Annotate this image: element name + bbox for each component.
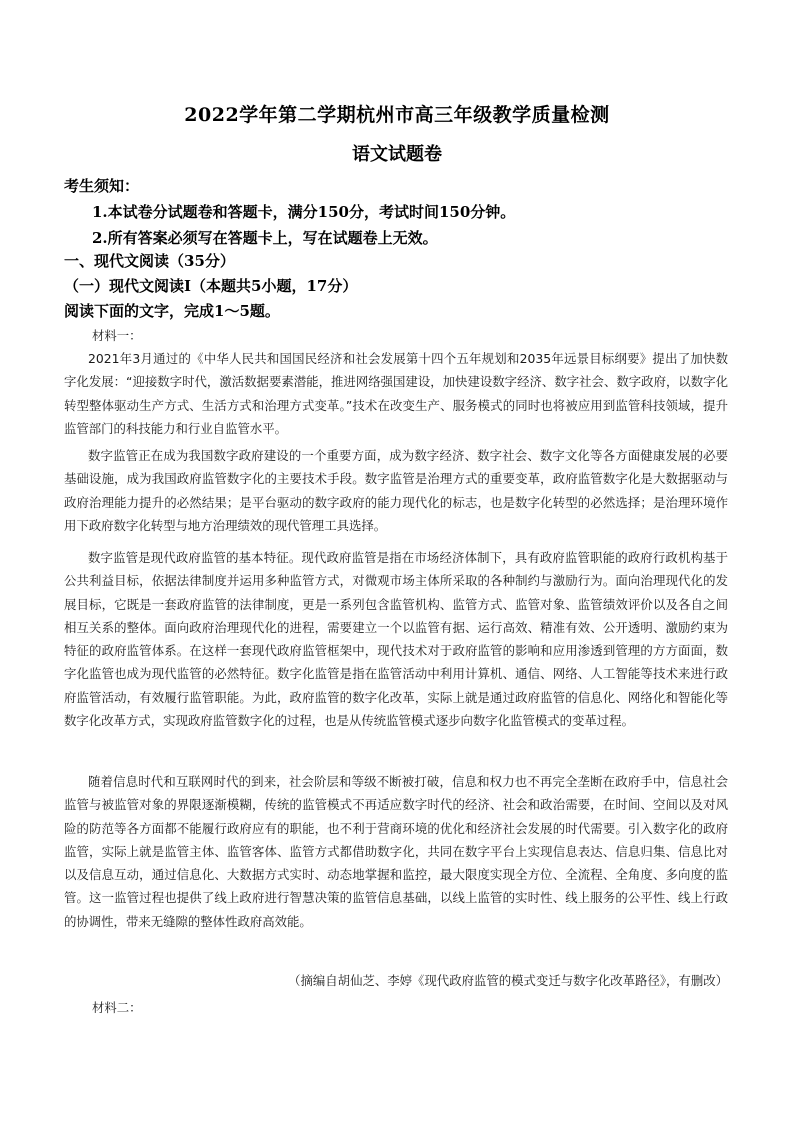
- section-title: 一、现代文阅读（35分）: [64, 252, 235, 270]
- page-title: 2022学年第二学期杭州市高三年级教学质量检测: [184, 104, 610, 126]
- notice-item: 2.所有答案必须写在答题卡上，写在试题卷上无效。: [92, 229, 438, 247]
- material-1-label: 材料一：: [92, 328, 142, 343]
- subsection-title: （一）现代文阅读Ⅰ（本题共5小题，17分）: [64, 277, 358, 295]
- notice-item: 1.本试卷分试题卷和答题卡，满分150分，考试时间150分钟。: [92, 203, 516, 221]
- material-2-label: 材料二：: [92, 1000, 142, 1015]
- material-1-paragraph: 数字监管正在成为我国数字政府建设的一个重要方面，成为数字经济、数字社会、数字文化等各方面健康发展的必要基础设施，成为我国政府监管数字化的主要技术手段。数字监管是治理方式的重要变革，政府监管数字化是大数据驱动与政府治理能力提升的必然结果；是平台驱动的数字政府的能力现代化的标志，也是数字化转型的必然选择；是治理环境作用下政府数字化转型与地方治理绩效的现代管理工具选择。: [64, 448, 728, 533]
- material-1-paragraph: 随着信息时代和互联网时代的到来，社会阶层和等级不断被打破，信息和权力也不再完全垄断在政府手中，信息社会监管与被监管对象的界限逐渐模糊，传统的监管模式不再适应数字时代的经济、社会和政治需要，在时间、空间以及对风险的防范等各方面都不能履行政府应有的职能，也不利于营商环境的优化和经济社会发展的时代需要。引入数字化的政府监管，实际上就是监管主体、监管客体、监管方式都借助数字化，共同在数字平台上实现信息表达、信息归集、信息比对以及信息互动，通过信息化、大数据方式实时、动态地掌握和监控，最大限度实现全方位、全流程、全角度、多向度的监管。这一监管过程也提供了线上政府进行智慧决策的监管信息基础，以线上监管的实时性、线上服务的公平性、线上行政的协调性，带来无缝隙的整体性政府高效能。: [64, 774, 728, 929]
- page-subtitle: 语文试题卷: [352, 144, 442, 165]
- notice-heading: 考生须知：: [64, 177, 140, 195]
- material-1-paragraph: 2021年3月通过的《中华人民共和国国民经济和社会发展第十四个五年规划和2035年远景目标纲要》提出了加快数字化发展：“迎接数字时代，激活数据要素潜能，推进网络强国建设，加快建设数字经济、数字社会、数字政府，以数字化转型整体驱动生产方式、生活方式和治理方式变革。”技术在改变生产、服务模式的同时也将被应用到监管科技领域，提升监管部门的科技能力和行业自监管水平。: [64, 351, 728, 436]
- material-1-paragraph: 数字监管是现代政府监管的基本特征。现代政府监管是指在市场经济体制下，具有政府监管职能的政府行政机构基于公共利益目标，依据法律制度并运用多种监管方式，对微观市场主体所采取的各种制约与激励行为。面向治理现代化的发展目标，它既是一套政府监管的法律制度，更是一系列包含监管机构、监管方式、监管对象、监管绩效评价以及各自之间相互关系的整体。面向政府治理现代化的进程，需要建立一个以监管有据、运行高效、精准有效、公开透明、激励约束为特征的政府监管体系。在这样一套现代政府监管框架中，现代技术对于政府监管的影响和应用渗透到管理的方方面面，数字化监管也成为现代监管的必然特征。数字化监管是指在监管活动中利用计算机、通信、网络、人工智能等技术来进行政府监管活动，有效履行监管职能。为此，政府监管的数字化改革，实际上就是通过政府监管的信息化、网络化和智能化等数字化改革方式，实现政府监管数字化的过程，也是从传统监管模式逐步向数字化监管模式的变革过程。: [64, 550, 728, 729]
- source-citation: （摘编自胡仙芝、李婷《现代政府监管的模式变迁与数字化改革路径》，有删改）: [288, 973, 728, 988]
- reading-instruction: 阅读下面的文字，完成1～5题。: [64, 302, 280, 320]
